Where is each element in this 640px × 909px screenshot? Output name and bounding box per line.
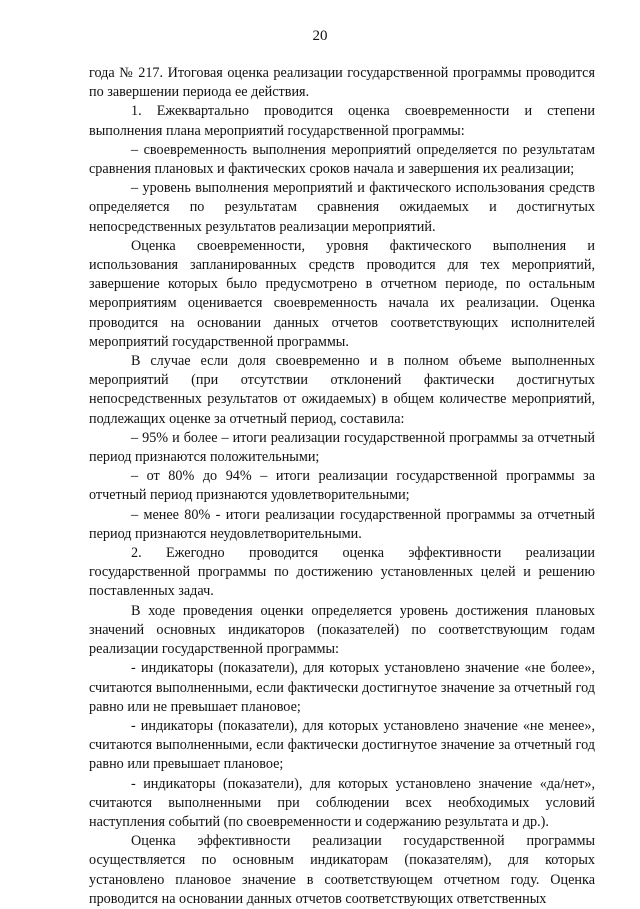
document-body	[89, 64, 595, 909]
paragraph-80-94-percent: – от 80% до 94% – итоги реализации государственной программы за отчетный период признаются удовлетворительными;	[89, 468, 595, 504]
paragraph-not-more: - индикаторы (показатели), для которых установлено значение «не более», считаются выполненными, если фактически достигнутое значение за отчетный год равно или не превышает плановое;	[89, 660, 595, 715]
paragraph-continuation: года № 217. Итоговая оценка реализации государственной программы проводится по завершении периода ее действия.	[89, 65, 595, 101]
paragraph-indicator-levels: В ходе проведения оценки определяется уровень достижения плановых значений основных индикаторов (показателей) по соответствующим годам реализации государственной программы:	[89, 602, 595, 658]
paragraph-item-2: 2. Ежегодно проводится оценка эффективности реализации государственной программы по достижению установленных целей и решению поставленных задач.	[89, 545, 595, 600]
paragraph-not-less: - индикаторы (показатели), для которых установлено значение «не менее», считаются выполненными, если фактически достигнутое значение за отчетный год равно или превышает плановое;	[89, 717, 595, 773]
paragraph-timeliness: – своевременность выполнения мероприятий определяется по результатам сравнения плановых и фактических сроков начала и завершения их реализации;	[89, 141, 595, 178]
paragraph-assessment: Оценка своевременности, уровня фактического выполнения и использования запланированных средств проводится для тех мероприятий, завершение которых было предусмотрено в отчетном периоде, по остальным мероприятиям оценивается своевременность начала их реализации. Оценка проводится на основании данных отчетов соответствующих исполнителей мероприятий государственной программы.	[89, 237, 595, 350]
paragraph-yes-no: - индикаторы (показатели), для которых установлено значение «да/нет», считаются выполненными при соблюдении всех необходимых условий наступления событий (по своевременности и содержанию результата и др.).	[89, 775, 595, 830]
paragraph-efficiency: Оценка эффективности реализации государственной программы осуществляется по основным индикаторам (показателям), для которых установлено плановое значение в соответствующем отчетном году. Оценка проводится на основании данных отчетов соответствующих ответственных	[89, 833, 595, 907]
paragraph-below-80-percent: – менее 80% - итоги реализации государственной программы за отчетный период признаются неудовлетворительными.	[89, 506, 595, 542]
page-number: 20	[312, 28, 328, 44]
paragraph-execution-level: – уровень выполнения мероприятий и фактического использования средств определяется по результатам сравнения ожидаемых и достигнутых непосредственных результатов реализации мероприятий.	[89, 180, 595, 235]
paragraph-item-1: 1. Ежеквартально проводится оценка своевременности и степени выполнения плана мероприятий государственной программы:	[89, 103, 595, 139]
paragraph-share-condition: В случае если доля своевременно и в полном объеме выполненных мероприятий (при отсутствии отклонений фактически достигнутых непосредственных результатов от ожидаемых) в общем количестве мероприятий, подлежащих оценке за отчетный период, составила:	[89, 353, 595, 427]
paragraph-95-percent: – 95% и более – итоги реализации государственной программы за отчетный период признаются положительными;	[89, 429, 595, 466]
